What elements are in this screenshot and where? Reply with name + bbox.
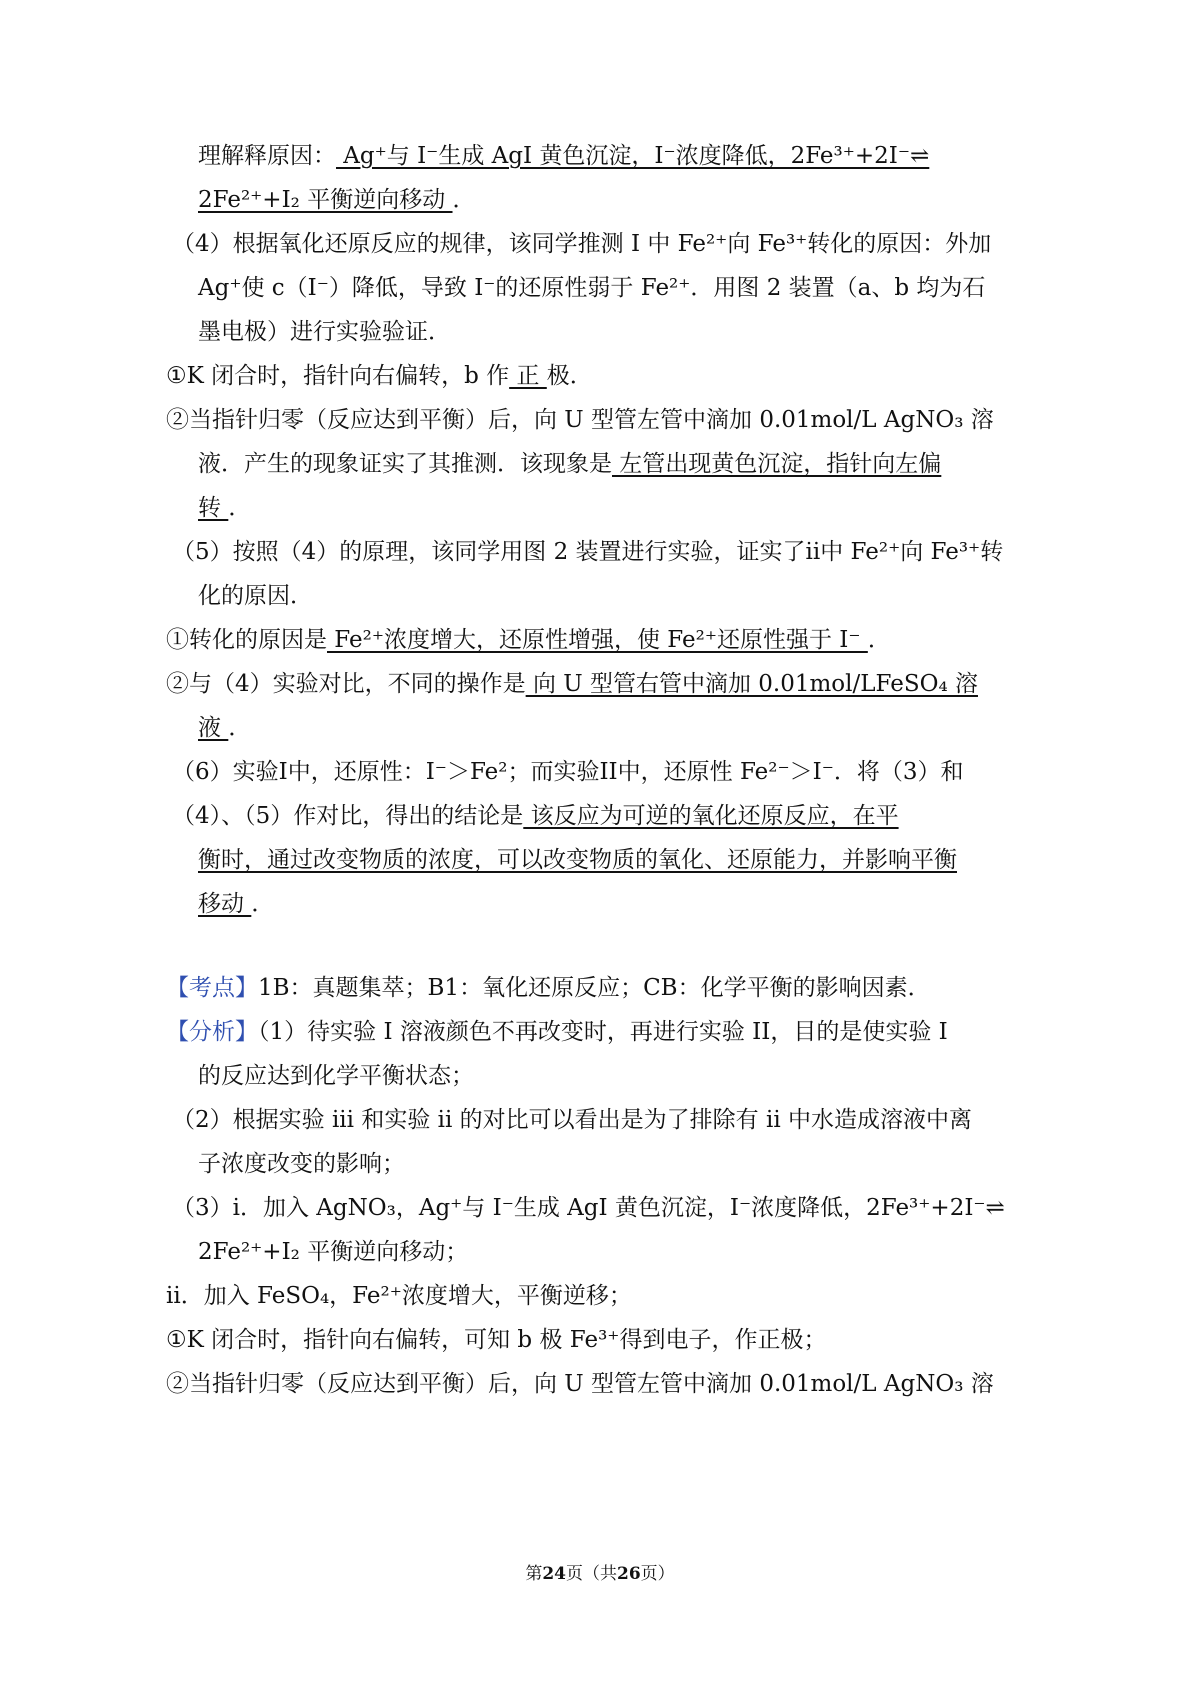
text-line: [166, 1325, 826, 1355]
line-text: ．: [228, 495, 252, 521]
text-line: [198, 273, 985, 303]
answer-text: 衡时，通过改变物质的浓度，可以改变物质的氧化、还原能力，并影响平衡: [198, 847, 957, 873]
text-line: [166, 405, 994, 435]
kaodian-line: [166, 973, 931, 1003]
line-text: （1）待实验 I 溶液颜色不再改变时，再进行实验 II，目的是使实验 I: [258, 1019, 948, 1045]
fenxi-line: [166, 1017, 948, 1047]
line-text: （3）i．加入 AgNO₃，Ag⁺与 I⁻生成 AgI 黄色沉淀，I⁻浓度降低，2Fe³⁺+2I⁻⇌: [172, 1195, 1005, 1221]
line-text: 理解释原因：: [198, 143, 336, 169]
kaodian-tag: 【考点】: [166, 975, 258, 1001]
line-text: Ag⁺使 c（I⁻）降低，导致 I⁻的还原性弱于 Fe²⁺．用图 2 装置（a、b 均为石: [198, 275, 986, 301]
line-text: 的反应达到化学平衡状态；: [198, 1063, 474, 1089]
line-text: ②当指针归零（反应达到平衡）后，向 U 型管左管中滴加 0.01mol/L AgNO₃ 溶: [166, 407, 994, 433]
text-line: [172, 757, 964, 787]
text-line: [172, 801, 899, 831]
footer-text: 页）: [640, 1564, 675, 1584]
line-text: （5）按照（4）的原理，该同学用图 2 装置进行实验，证实了ii中 Fe²⁺向 Fe³⁺转: [172, 539, 1004, 565]
text-line: [166, 1281, 632, 1311]
text-line: [198, 889, 274, 919]
page-total: 26: [617, 1564, 641, 1584]
line-text: ．: [452, 187, 476, 213]
text-line: [198, 581, 313, 611]
answer-text: 移动: [198, 891, 252, 917]
answer-text: 液: [198, 715, 229, 741]
text-line: [198, 1237, 468, 1267]
answer-text: 转: [198, 495, 229, 521]
text-line: [172, 537, 1003, 567]
line-text: （4）、（5）作对比，得出的结论是: [172, 803, 524, 829]
line-text: ①转化的原因是: [166, 627, 327, 653]
line-text: ②当指针归零（反应达到平衡）后，向 U 型管左管中滴加 0.01mol/L AgNO₃ 溶: [166, 1371, 994, 1397]
answer-text: Ag⁺与 I⁻生成 AgI 黄色沉淀，I⁻浓度降低，2Fe³⁺+2I⁻⇌: [336, 143, 930, 169]
answer-text: 左管出现黄色沉淀，指针向左偏: [612, 451, 942, 477]
line-text: ①K 闭合时，指针向右偏转，b 作: [166, 363, 510, 389]
footer-text: 页（共: [566, 1564, 617, 1584]
answer-text: 正: [509, 363, 547, 389]
text-line: [198, 493, 251, 523]
text-line: [198, 845, 957, 875]
fenxi-tag: 【分析】: [166, 1019, 258, 1045]
line-text: （4）根据氧化还原反应的规律，该同学推测 I 中 Fe²⁺向 Fe³⁺转化的原因：外加: [172, 231, 992, 257]
answer-text: 该反应为可逆的氧化还原反应，在平: [523, 803, 899, 829]
text-line: [172, 1193, 1005, 1223]
text-line: [198, 713, 251, 743]
text-line: [166, 361, 593, 391]
line-text: 墨电极）进行实验验证．: [198, 319, 451, 345]
text-line: [198, 1149, 405, 1179]
line-text: 2Fe²⁺+I₂ 平衡逆向移动；: [198, 1239, 469, 1265]
line-text: ．: [867, 627, 891, 653]
line-text: ②与（4）实验对比，不同的操作是: [166, 671, 526, 697]
text-line: [166, 669, 978, 699]
line-text: ii．加入 FeSO₄，Fe²⁺浓度增大，平衡逆移；: [166, 1283, 632, 1309]
answer-text: 向 U 型管右管中滴加 0.01mol/LFeSO₄ 溶: [525, 671, 978, 697]
text-line: [198, 1061, 474, 1091]
line-text: ．: [228, 715, 252, 741]
text-line: [166, 1369, 994, 1399]
text-line: [198, 141, 929, 171]
line-text: 液．产生的现象证实了其推测．该现象是: [198, 451, 612, 477]
line-text: 1B：真题集萃；B1：氧化还原反应；CB：化学平衡的影响因素．: [258, 975, 931, 1001]
text-line: [198, 185, 476, 215]
line-text: ．: [251, 891, 275, 917]
line-text: （6）实验I中，还原性：I⁻＞Fe²；而实验II中，还原性 Fe²⁻＞I⁻．将（3）和: [172, 759, 964, 785]
text-line: [172, 1105, 972, 1135]
text-line: [198, 317, 451, 347]
line-text: （2）根据实验 iii 和实验 ii 的对比可以看出是为了排除有 ii 中水造成溶液中离: [172, 1107, 972, 1133]
text-line: [166, 625, 891, 655]
line-text: 极．: [546, 363, 593, 389]
page-footer: [0, 1563, 1200, 1585]
answer-text: 2Fe²⁺+I₂ 平衡逆向移动: [198, 187, 453, 213]
line-text: ①K 闭合时，指针向右偏转，可知 b 极 Fe³⁺得到电子，作正极；: [166, 1327, 827, 1353]
line-text: 化的原因．: [198, 583, 313, 609]
text-line: [172, 229, 991, 259]
answer-text: Fe²⁺浓度增大，还原性增强，使 Fe²⁺还原性强于 I⁻: [327, 627, 868, 653]
footer-text: 第: [525, 1564, 543, 1584]
page-number: 24: [542, 1564, 566, 1584]
line-text: 子浓度改变的影响；: [198, 1151, 405, 1177]
text-line: [198, 449, 941, 479]
